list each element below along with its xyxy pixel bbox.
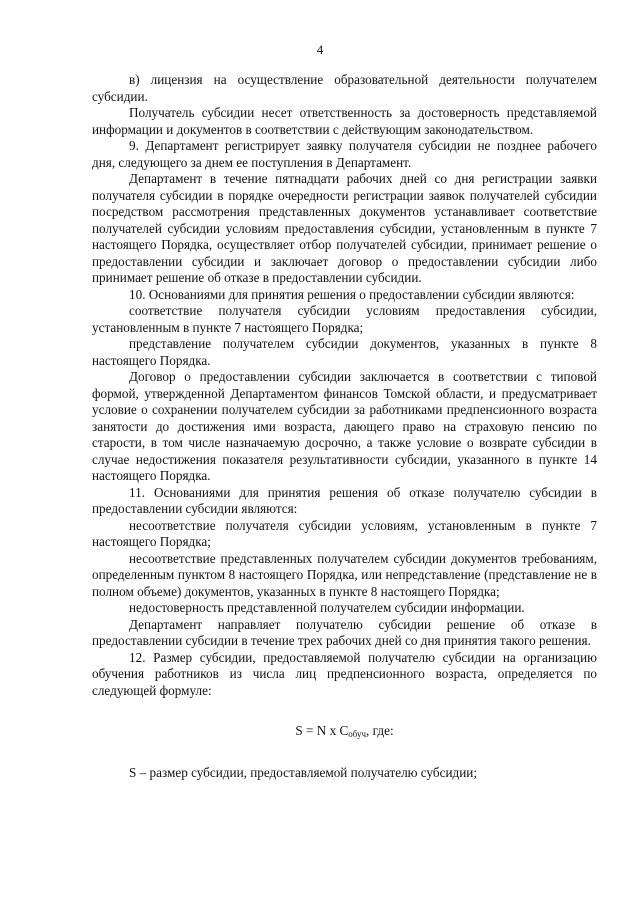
- paragraph-license: в) лицензия на осуществление образовательной деятельности получателем субсидии.: [92, 72, 597, 104]
- paragraph-9-registration: 9. Департамент регистрирует заявку получателя субсидии не позднее рабочего дня, следующего за днем ее поступления в Департамент.: [92, 138, 597, 170]
- paragraph-responsibility: Получатель субсидии несет ответственность за достоверность представляемой информации и документов в соответствии с действующим законодательством.: [92, 105, 597, 137]
- subsidy-formula: [92, 723, 597, 743]
- paragraph-document-mismatch: несоответствие представленных получателем субсидии документов требованиям, определенным пунктом 8 настоящего Порядка, или непредставление (представление не в полном объеме) документов, указанных в пункте 8 настоящего Порядка;: [92, 550, 597, 599]
- paragraph-unreliable-info: недостоверность представленной получателем субсидии информации.: [129, 600, 525, 615]
- paragraph-refusal-notice: Департамент направляет получателю субсидии решение об отказе в предоставлении субсидии в течение трех рабочих дней со дня принятия такого решения.: [92, 616, 597, 648]
- formula-subscript: обуч: [348, 729, 367, 739]
- paragraph-documents: представление получателем субсидии документов, указанных в пункте 8 настоящего Порядка.: [92, 336, 597, 368]
- formula-main: S = N x C: [295, 723, 349, 738]
- document-body: [92, 72, 597, 781]
- paragraph-11-refusal-grounds: 11. Основаниями для принятия решения об отказе получателю субсидии в предоставлении субсидии являются:: [92, 484, 597, 516]
- paragraph-12-amount: 12. Размер субсидии, предоставляемой получателю субсидии на организацию обучения работников из числа лиц предпенсионного возраста, определяется по следующей формуле:: [92, 649, 597, 698]
- paragraph-review: Департамент в течение пятнадцати рабочих дней со дня регистрации заявки получателя субсидии в порядке очередности регистрации заявок получателей субсидии посредством рассмотрения представленных документов устанавливает соответствие получателей субсидии условиям предоставления субсидии, установленным в пункте 7 настоящего Порядка, осуществляет отбор получателей субсидии, принимает решение о предоставлении субсидии и заключает договор о предоставлении субсидии либо принимает решение об отказе в предоставлении субсидии.: [92, 171, 597, 285]
- paragraph-definition-s: S – размер субсидии, предоставляемой получателю субсидии;: [129, 764, 478, 780]
- page-number: 4: [316, 42, 324, 57]
- paragraph-noncompliance: несоответствие получателя субсидии условиям, установленным в пункте 7 настоящего Порядка;: [92, 517, 597, 549]
- paragraph-contract: Договор о предоставлении субсидии заключается в соответствии с типовой формой, утвержденной Департаментом финансов Томской области, и предусматривает условие о сохранении получателем субсидии за работниками предпенсионного возраста занятости до достижения ими возраста, дающего право на страховую пенсию по старости, в том числе назначаемую досрочно, а также условие о возврате субсидии в случае недостижения показателя результативности субсидии, указанного в пункте 14 настоящего Порядка.: [92, 369, 597, 483]
- paragraph-compliance: соответствие получателя субсидии условиям предоставления субсидии, установленным в пункте 7 настоящего Порядка;: [92, 303, 597, 335]
- formula-suffix: , где:: [366, 723, 394, 738]
- paragraph-10-grounds: 10. Основаниями для принятия решения о предоставлении субсидии являются:: [129, 286, 575, 302]
